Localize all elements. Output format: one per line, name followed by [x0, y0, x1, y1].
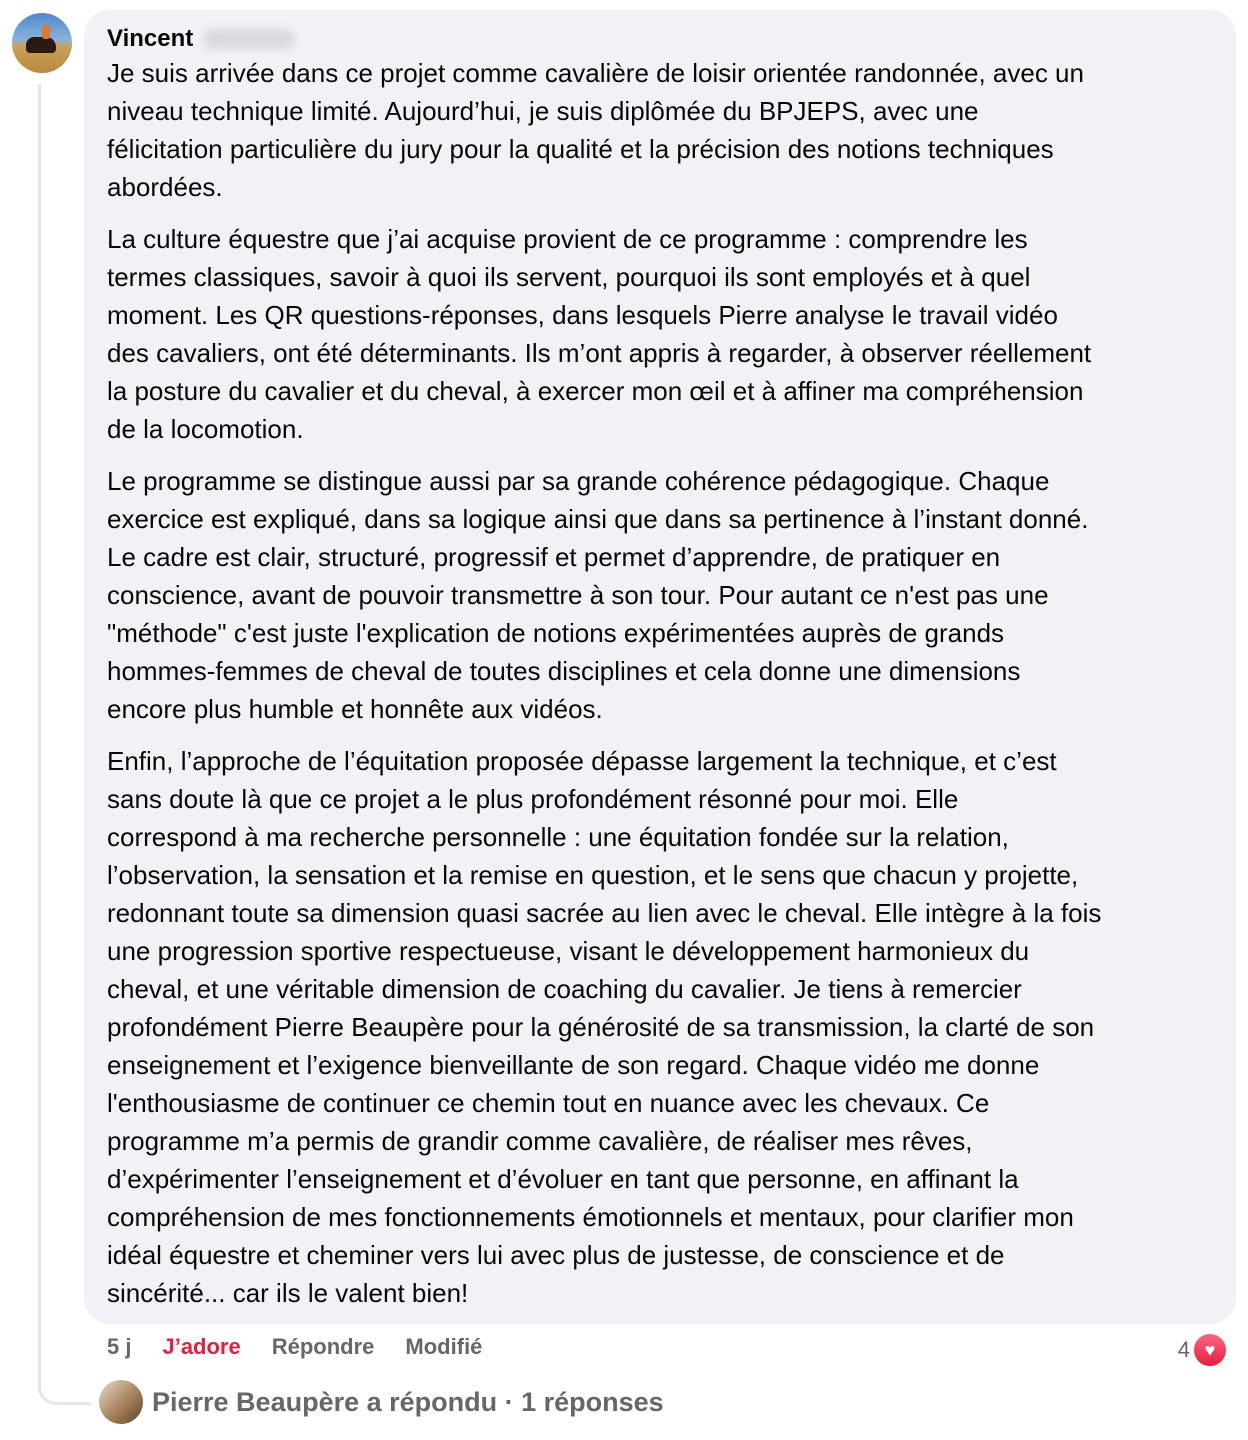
- edited-label: Modifié: [405, 1334, 483, 1359]
- text-line: moment. Les QR questions-réponses, dans lesquels Pierre analyse le travail vidéo: [107, 300, 1058, 330]
- comment-paragraph: [107, 220, 1236, 448]
- text-line: félicitation particulière du jury pour la qualité et la précision des notions techniques: [107, 134, 1054, 164]
- text-line: une progression sportive respectueuse, visant le développement harmonieux du: [107, 936, 1030, 966]
- text-line: Le cadre est clair, structuré, progressif et permet d’apprendre, de pratiquer en: [107, 542, 1001, 572]
- reply-button[interactable]: Répondre: [271, 1334, 375, 1359]
- comment-author[interactable]: [107, 24, 1236, 54]
- text-line: redonnant toute sa dimension quasi sacrée au lien avec le cheval. Elle intègre à la fois: [107, 898, 1102, 928]
- text-line: termes classiques, savoir à quoi ils servent, pourquoi ils sont employés et à quel: [107, 262, 1031, 292]
- text-line: idéal équestre et cheminer vers lui avec plus de justesse, de conscience et de: [107, 1240, 1005, 1270]
- comment-body: [107, 54, 1236, 1312]
- replier-avatar: [99, 1380, 143, 1424]
- horse-shape: [26, 37, 56, 53]
- text-line: programme m’a permis de grandir comme cavalière, de réaliser mes rêves,: [107, 1126, 973, 1156]
- text-line: sans doute là que ce projet a le plus profondément résonné pour moi. Elle: [107, 784, 959, 814]
- reaction-count: 4: [1177, 1337, 1190, 1362]
- text-line: "méthode" c'est juste l'explication de notions expérimentées auprès de grands: [107, 618, 1005, 648]
- text-line: correspond à ma recherche personnelle : une équitation fondée sur la relation,: [107, 822, 1009, 852]
- comment-paragraph: [107, 54, 1236, 206]
- text-line: niveau technique limité. Aujourd’hui, je suis diplômée du BPJEPS, avec une: [107, 96, 979, 126]
- view-replies-link[interactable]: [99, 1380, 664, 1424]
- comment-actions: [107, 1334, 482, 1360]
- text-line: des cavaliers, ont été déterminants. Ils m’ont appris à regarder, à observer réellement: [107, 338, 1092, 368]
- reaction-summary[interactable]: [1178, 1332, 1228, 1368]
- text-line: Je suis arrivée dans ce projet comme cavalière de loisir orientée randonnée, avec un: [107, 58, 1084, 88]
- text-line: l'enthousiasme de continuer ce chemin tout en nuance avec les chevaux. Ce: [107, 1088, 990, 1118]
- rider-shape: [42, 25, 50, 39]
- text-line: profondément Pierre Beaupère pour la générosité de sa transmission, la clarté de son: [107, 1012, 1095, 1042]
- text-line: enseignement et l’exigence bienveillante de son regard. Chaque vidéo me donne: [107, 1050, 1040, 1080]
- author-avatar[interactable]: [12, 13, 72, 73]
- text-line: d’expérimenter l’enseignement et d’évoluer en tant que personne, en affinant la: [107, 1164, 1019, 1194]
- text-line: Enfin, l’approche de l’équitation proposée dépasse largement la technique, et c’est: [107, 746, 1057, 776]
- text-line: exercice est expliqué, dans sa logique ainsi que dans sa pertinence à l’instant donné.: [107, 504, 1089, 534]
- blurred-surname: [203, 29, 295, 49]
- comment-paragraph: [107, 462, 1236, 728]
- text-line: Le programme se distingue aussi par sa grande cohérence pédagogique. Chaque: [107, 466, 1050, 496]
- text-line: sincérité... car ils le valent bien!: [107, 1278, 469, 1308]
- timestamp[interactable]: 5 j: [107, 1334, 132, 1359]
- heart-icon: ♥: [1192, 1332, 1228, 1368]
- text-line: abordées.: [107, 172, 223, 202]
- text-line: compréhension de mes fonctionnements émotionnels et mentaux, pour clarifier mon: [107, 1202, 1074, 1232]
- text-line: La culture équestre que j’ai acquise provient de ce programme : comprendre les: [107, 224, 1028, 254]
- comment-paragraph: [107, 742, 1236, 1312]
- text-line: cheval, et une véritable dimension de coaching du cavalier. Je tiens à remercier: [107, 974, 1022, 1004]
- comment-bubble: [84, 10, 1236, 1324]
- author-name[interactable]: Vincent: [107, 25, 194, 52]
- love-button[interactable]: J’adore: [162, 1334, 241, 1359]
- text-line: conscience, avant de pouvoir transmettre à son tour. Pour autant ce n'est pas une: [107, 580, 1049, 610]
- text-line: encore plus humble et honnête aux vidéos.: [107, 694, 603, 724]
- text-line: la posture du cavalier et du cheval, à exercer mon œil et à affiner ma compréhension: [107, 376, 1084, 406]
- replies-summary[interactable]: Pierre Beaupère a répondu · 1 réponses: [152, 1386, 664, 1417]
- text-line: hommes-femmes de cheval de toutes disciplines et cela donne une dimensions: [107, 656, 1021, 686]
- text-line: de la locomotion.: [107, 414, 304, 444]
- text-line: l’observation, la sensation et la remise en question, et le sens que chacun y projette,: [107, 860, 1079, 890]
